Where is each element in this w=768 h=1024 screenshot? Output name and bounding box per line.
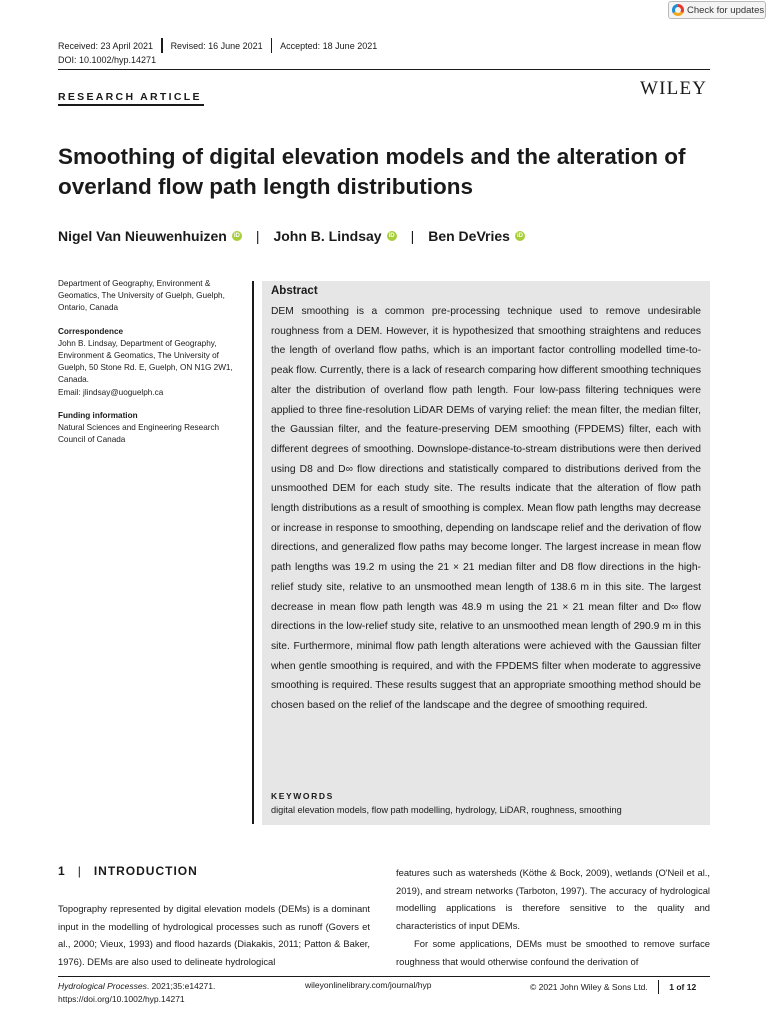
article-type-underline: [58, 104, 204, 106]
footer-separator: [658, 980, 660, 994]
date-separator: [271, 38, 273, 53]
author-list: [58, 228, 525, 244]
footer-citation: [58, 980, 215, 1006]
article-title: Smoothing of digital elevation models and the alteration of overland flow path length distributions: [58, 144, 686, 199]
article-type: RESEARCH ARTICLE: [58, 91, 202, 103]
received-date: Received: 23 April 2021: [58, 40, 154, 51]
footer-right: [530, 980, 696, 994]
correspondence-email[interactable]: Email: jlindsay@uoguelph.ca: [58, 387, 164, 397]
copyright: © 2021 John Wiley & Sons Ltd.: [530, 982, 648, 992]
correspondence-address: John B. Lindsay, Department of Geography, Environment & Geomatics, The University of Guelph, 50 Stone Rd. E, Guelph, ON N1G 2W1, Canada.: [58, 338, 233, 385]
article-doi: DOI: 10.1002/hyp.14271: [58, 55, 157, 65]
abstract-heading: Abstract: [271, 285, 318, 297]
body-column-right: [396, 864, 710, 970]
abstract-text: DEM smoothing is a common pre-processing technique used to remove undesirable roughness from a DEM. However, it is hypothesized that smoothing straightens and reduces the length of overland flow paths, which is an important factor controlling modelled time-to-peak flow. Currently, there is a lack of research comparing how different smoothing techniques alter the distribution of overland flow path length. Four low-pass filtering techniques were applied to three fine-resolution LiDAR DEMs of varying relief: the mean filter, the median filter, the Gaussian filter, and the feature-preserving DEM smoothing (FPDEMS) filter, each with different degrees of smoothing. Downslope-distance-to-stream distributions were then derived using D8 and D∞ flow directions and statistically compared to distributions derived from the unsmoothed DEM for each study site. The results indicate that the alteration of flow path length distributions as a result of smoothing is complex. Mean flow path lengths may decrease or increase in response to smoothing, depending on landscape relief and the derivation of flow directions, and generalized flow paths may become longer. The largest increase in mean flow path lengths was 19.2 m using the 21 × 21 median filter and D8 flow directions in the high-relief study site, relative to an unsmoothed mean length of 138.6 m in this site. The largest decrease in mean flow path length was 48.9 m using the 21 × 21 mean filter and D∞ flow directions in the low-relief study site, relative to an unsmoothed mean length of 290.9 m in this site. Furthermore, minimal flow path length alterations were achieved with the Gaussian filter when gentle smoothing is required, and with the FPDEMS filter when moderate to aggressive smoothing is required. These results suggest that an appropriate smoothing method should be chosen based on the relief of the landscape and the degree of smoothing required.: [271, 306, 701, 712]
orcid-icon[interactable]: iD: [388, 233, 395, 239]
article-dates: [58, 38, 377, 53]
author-separator: |: [255, 228, 260, 244]
author-name[interactable]: Ben DeVries: [428, 228, 510, 244]
section-title: INTRODUCTION: [93, 864, 198, 878]
section-number: 1: [58, 864, 66, 878]
author-separator: |: [410, 228, 415, 244]
author-name[interactable]: John B. Lindsay: [273, 228, 382, 244]
section-heading: [58, 864, 198, 878]
check-for-updates-label: Check for updates: [687, 4, 765, 16]
crossmark-icon: [672, 4, 684, 16]
citation-info: . 2021;35:e14271.: [146, 981, 216, 991]
abstract-divider: [252, 281, 254, 824]
check-for-updates-badge[interactable]: [668, 1, 766, 19]
footer-site-link[interactable]: wileyonlinelibrary.com/journal/hyp: [305, 980, 432, 990]
publisher-logo: WILEY: [640, 78, 708, 99]
revised-date: Revised: 16 June 2021: [170, 40, 263, 51]
date-separator: [161, 38, 163, 53]
keywords-heading: KEYWORDS: [271, 791, 334, 801]
funding-heading: Funding information: [58, 410, 138, 420]
body-paragraph: Topography represented by digital elevation models (DEMs) is a dominant input in the modelling of hydrological processes such as runoff (Govers et al., 2000; Vieux, 1993) and flood hazards (Diakakis, 2011; Patton & Baker, 1976). DEMs are also used to delineate hydrological: [58, 903, 370, 968]
affiliation-column: [58, 278, 243, 446]
page-number: 1 of 12: [669, 982, 697, 992]
keywords-list: digital elevation models, flow path modelling, hydrology, LiDAR, roughness, smoothing: [271, 805, 622, 815]
body-column-left: [58, 900, 370, 971]
header-rule: [58, 69, 710, 70]
author-name[interactable]: Nigel Van Nieuwenhuizen: [58, 228, 227, 244]
orcid-icon[interactable]: iD: [233, 233, 240, 239]
section-separator: |: [77, 864, 82, 878]
body-paragraph: features such as watersheds (Köthe & Bock, 2009), wetlands (O'Neil et al., 2019), and stream networks (Tarboton, 1997). The accuracy of hydrological modelling applications is therefore sensitive to the quality and characteristics of input DEMs.: [396, 867, 710, 932]
accepted-date: Accepted: 18 June 2021: [280, 40, 378, 51]
body-paragraph: For some applications, DEMs must be smoothed to remove surface roughness that would otherwise confound the derivation of: [396, 937, 710, 967]
affiliation-dept: Department of Geography, Environment & Geomatics, The University of Guelph, Guelph, Ontario, Canada: [58, 279, 225, 313]
funding-text: Natural Sciences and Engineering Research Council of Canada: [58, 423, 220, 445]
correspondence-heading: Correspondence: [58, 326, 124, 336]
footer-doi-link[interactable]: https://doi.org/10.1002/hyp.14271: [58, 994, 185, 1004]
footer-rule: [58, 976, 710, 977]
journal-name: Hydrological Processes: [58, 981, 147, 991]
orcid-icon[interactable]: iD: [516, 233, 523, 239]
